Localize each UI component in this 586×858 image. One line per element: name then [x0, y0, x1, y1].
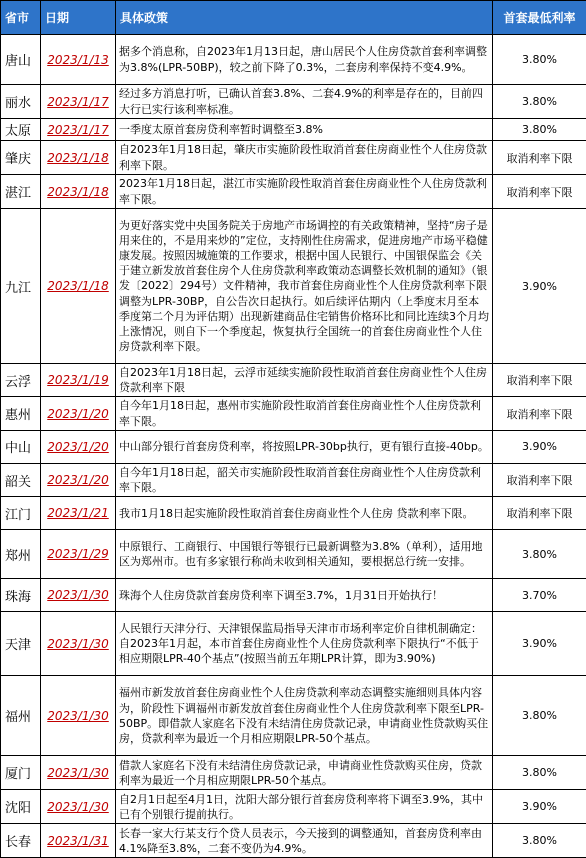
date-cell: 2023/1/18 [41, 209, 116, 364]
table-row [1, 756, 586, 790]
table-row [1, 119, 586, 141]
header-date: 日期 [41, 1, 116, 35]
city-cell: 太原 [1, 119, 41, 141]
table-row [1, 364, 586, 397]
policy-cell: 经过多方消息打听，已确认首套3.8%、二套4.9%的利率是存在的，目前四大行已实行该利率标准。 [116, 85, 493, 119]
rate-cell: 3.90% [493, 209, 586, 364]
rate-cell: 取消利率下限 [493, 463, 586, 496]
header-city: 省市 [1, 1, 41, 35]
policy-cell: 中山部分银行首套房贷利率，将按照LPR-30bp执行，更有银行直接-40bp。 [116, 430, 493, 463]
rate-cell: 3.80% [493, 756, 586, 790]
policy-cell: 借款人家庭名下没有未结清住房贷款记录，申请商业性贷款购买住房，贷款利率为最近一个月相应期限LPR-50个基点。 [116, 756, 493, 790]
policy-cell: 自今年1月18日起，惠州市实施阶段性取消首套住房商业性个人住房贷款利率下限。 [116, 397, 493, 430]
date-cell: 2023/1/31 [41, 824, 116, 858]
table-row [1, 612, 586, 676]
city-cell: 九江 [1, 209, 41, 364]
rate-cell: 3.90% [493, 430, 586, 463]
table-row [1, 463, 586, 496]
rate-cell: 3.80% [493, 119, 586, 141]
date-cell: 2023/1/19 [41, 364, 116, 397]
rate-cell: 3.90% [493, 790, 586, 824]
policy-cell: 自2023年1月18日起，云浮市延续实施阶段性取消首套住房商业性个人住房贷款利率下限 [116, 364, 493, 397]
city-cell: 韶关 [1, 463, 41, 496]
date-cell: 2023/1/30 [41, 790, 116, 824]
date-cell: 2023/1/30 [41, 579, 116, 612]
date-cell: 2023/1/18 [41, 175, 116, 209]
date-cell: 2023/1/20 [41, 463, 116, 496]
policy-cell: 珠海个人住房贷款首套房贷利率下调至3.7%，1月31日开始执行！ [116, 579, 493, 612]
rate-cell: 取消利率下限 [493, 397, 586, 430]
policy-cell: 人民银行天津分行、天津银保监局指导天津市市场利率定价自律机制确定：自2023年1月起，本市首套住房商业性个人住房贷款利率下限执行“不低于相应期限LPR-40个基点”(按照当前五年期LPR计算，即为3.90%) [116, 612, 493, 676]
date-cell: 2023/1/29 [41, 530, 116, 579]
table-row [1, 141, 586, 175]
city-cell: 湛江 [1, 175, 41, 209]
date-cell: 2023/1/30 [41, 756, 116, 790]
policy-cell: 自2月1日起至4月1日，沈阳大部分银行首套房贷利率将下调至3.9%，其中已有个别银行提前执行。 [116, 790, 493, 824]
table-row [1, 676, 586, 756]
table-row [1, 85, 586, 119]
date-cell: 2023/1/30 [41, 612, 116, 676]
table-row [1, 209, 586, 364]
city-cell: 厦门 [1, 756, 41, 790]
rate-cell: 3.80% [493, 530, 586, 579]
table-row [1, 175, 586, 209]
table-row [1, 35, 586, 85]
rate-cell: 3.90% [493, 612, 586, 676]
policy-cell: 自2023年1月18日起，肇庆市实施阶段性取消首套住房商业性个人住房贷款利率下限。 [116, 141, 493, 175]
policy-cell: 2023年1月18日起，湛江市实施阶段性取消首套住房商业性个人住房贷款利率下限。 [116, 175, 493, 209]
date-cell: 2023/1/17 [41, 85, 116, 119]
policy-cell: 福州市新发放首套住房商业性个人住房贷款利率动态调整实施细则具体内容为，阶段性下调福州市新发放首套住房商业性个人住房贷款利率下限至LPR-50BP。即借款人家庭名下没有未结清住房贷款记录，申请商业性贷款购买住房，贷款利率为最近一个月相应期限LPR-50个基点。 [116, 676, 493, 756]
date-cell: 2023/1/18 [41, 141, 116, 175]
city-cell: 郑州 [1, 530, 41, 579]
city-cell: 沈阳 [1, 790, 41, 824]
table-row [1, 530, 586, 579]
table-row [1, 497, 586, 530]
city-cell: 云浮 [1, 364, 41, 397]
rate-cell: 3.70% [493, 579, 586, 612]
city-cell: 肇庆 [1, 141, 41, 175]
table-row [1, 824, 586, 858]
rate-cell: 取消利率下限 [493, 141, 586, 175]
date-cell: 2023/1/13 [41, 35, 116, 85]
policy-cell: 中原银行、工商银行、中国银行等银行已最新调整为3.8%（单利），适用地区为郑州市。也有多家银行称尚未收到相关通知，要根据总行统一安排。 [116, 530, 493, 579]
header-row [1, 1, 586, 35]
city-cell: 天津 [1, 612, 41, 676]
header-rate: 首套最低利率 [493, 1, 586, 35]
rate-cell: 3.80% [493, 85, 586, 119]
city-cell: 江门 [1, 497, 41, 530]
policy-cell: 据多个消息称，自2023年1月13日起，唐山居民个人住房贷款首套利率调整为3.8%(LPR-50BP)，较之前下降了0.3%，二套房利率保持不变4.9%。 [116, 35, 493, 85]
rate-cell: 3.80% [493, 676, 586, 756]
date-cell: 2023/1/30 [41, 676, 116, 756]
table-row [1, 397, 586, 430]
city-cell: 中山 [1, 430, 41, 463]
city-cell: 珠海 [1, 579, 41, 612]
date-cell: 2023/1/20 [41, 430, 116, 463]
city-cell: 惠州 [1, 397, 41, 430]
policy-cell: 我市1月18日起实施阶段性取消首套住房商业性个人住房 贷款利率下限。 [116, 497, 493, 530]
city-cell: 长春 [1, 824, 41, 858]
policy-cell: 一季度太原首套房贷利率暂时调整至3.8% [116, 119, 493, 141]
date-cell: 2023/1/20 [41, 397, 116, 430]
table-row [1, 579, 586, 612]
date-cell: 2023/1/21 [41, 497, 116, 530]
rate-cell: 取消利率下限 [493, 175, 586, 209]
rate-cell: 3.80% [493, 35, 586, 85]
table-row [1, 430, 586, 463]
policy-cell: 长春一家大行某支行个贷人员表示，今天接到的调整通知，首套房贷利率由4.1%降至3.8%，二套不变仍为4.9%。 [116, 824, 493, 858]
rate-cell: 3.80% [493, 824, 586, 858]
city-cell: 唐山 [1, 35, 41, 85]
policy-cell: 自今年1月18日起，韶关市实施阶段性取消首套住房商业性个人住房贷款利率下限。 [116, 463, 493, 496]
table-row [1, 790, 586, 824]
rate-cell: 取消利率下限 [493, 364, 586, 397]
policy-cell: 为更好落实党中央国务院关于房地产市场调控的有关政策精神，坚持“房子是用来住的，不是用来炒的”定位，支持刚性住房需求，促进房地产市场平稳健康发展。按照因城施策的工作要求，根据中国人民银行、中国银保监会《关于建立新发放首套住房个人住房贷款利率政策动态调整长效机制的通知》（银发〔2022〕294号）文件精神，我市首套住房商业性个人住房贷款利率下限调整为LPR-30BP，自公告次日起执行。如后续评估期内（上季度末月至本季度第二个月为评估期）出现新建商品住宅销售价格环比和同比连续3个月均上涨情况，则自下一个季度起，恢复执行全国统一的首套住房商业性个人住房贷款利率下限。 [116, 209, 493, 364]
date-cell: 2023/1/17 [41, 119, 116, 141]
city-cell: 福州 [1, 676, 41, 756]
rate-cell: 取消利率下限 [493, 497, 586, 530]
header-policy: 具体政策 [116, 1, 493, 35]
city-cell: 丽水 [1, 85, 41, 119]
